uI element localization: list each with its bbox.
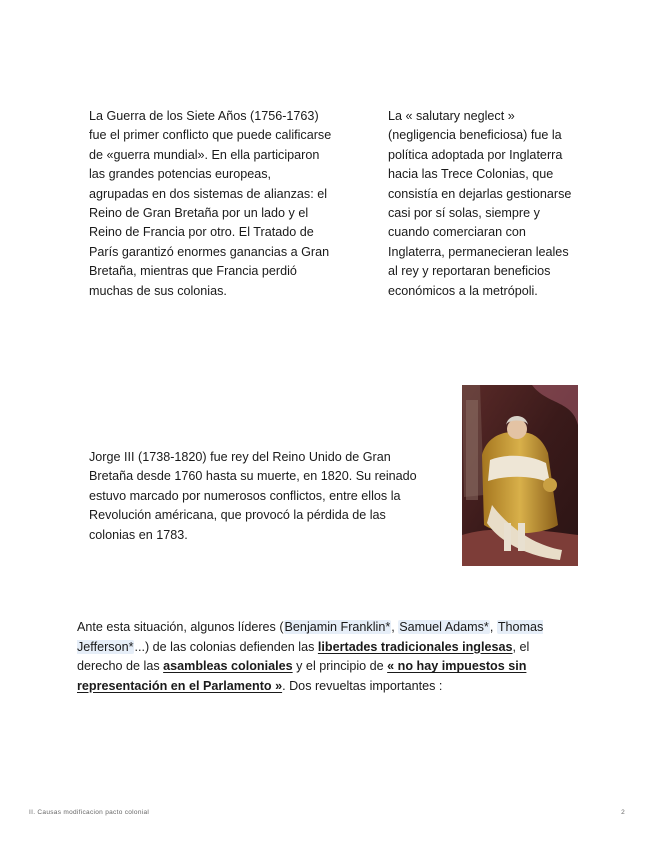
separator: , xyxy=(391,620,399,634)
separator: , xyxy=(489,620,497,634)
term-libertades: libertades tradicionales inglesas xyxy=(317,639,513,654)
text-run: , el derecho de las xyxy=(77,639,530,674)
leader-link-jefferson[interactable]: Thomas Jefferson* xyxy=(77,620,544,654)
george-iii-note: Jorge III (1738-1820) fue rey del Reino Unido de Gran Bretaña desde 1760 hasta su muerte, en 1820. Su reinado estuvo marcado por numerosos conflictos, entre ellos la Revolución américana, que provocó la pérdida de las colonias en 1783. xyxy=(89,450,417,542)
leader-link-adams[interactable]: Samuel Adams* xyxy=(399,620,489,634)
text-run: Ante esta situación, algunos líderes ( xyxy=(77,620,284,634)
footer-section-title: II. Causas modificacion pacto colonial xyxy=(29,809,150,816)
text-run: . Dos revueltas importantes : xyxy=(282,678,443,693)
page-number: 2 xyxy=(621,809,625,816)
main-paragraph xyxy=(77,618,577,696)
george-iii-portrait xyxy=(462,385,578,566)
text-run: ...) de las colonias defienden las xyxy=(134,639,318,654)
term-asambleas: asambleas coloniales xyxy=(163,659,293,674)
term-principio: « no hay impuestos sin representación en el Parlamento » xyxy=(77,659,527,693)
seven-years-war-note: La Guerra de los Siete Años (1756-1763) fue el primer conflicto que puede calificarse de «guerra mundial». En ella participaron las grandes potencias europeas, agrupadas en dos sistemas de alianzas: el Reino de Gran Bretaña por un lado y el Reino de Francia por otro. El Tratado de París garantizó enormes ganancias a Gran Bretaña, mientras que Francia perdió muchas de sus colonias. xyxy=(89,109,332,298)
text-run: y el principio de xyxy=(292,659,388,674)
leader-link-franklin[interactable]: Benjamin Franklin* xyxy=(284,620,391,634)
salutary-neglect-note: La « salutary neglect » (negligencia beneficiosa) fue la política adoptada por Inglaterra hacia las Trece Colonias, que consistía en dejarlas gestionarse casi por sí solas, siempre y cuando comerciaran con Inglaterra, permanecieran leales al rey y reportaran beneficios económicos a la metrópoli. xyxy=(388,109,572,298)
